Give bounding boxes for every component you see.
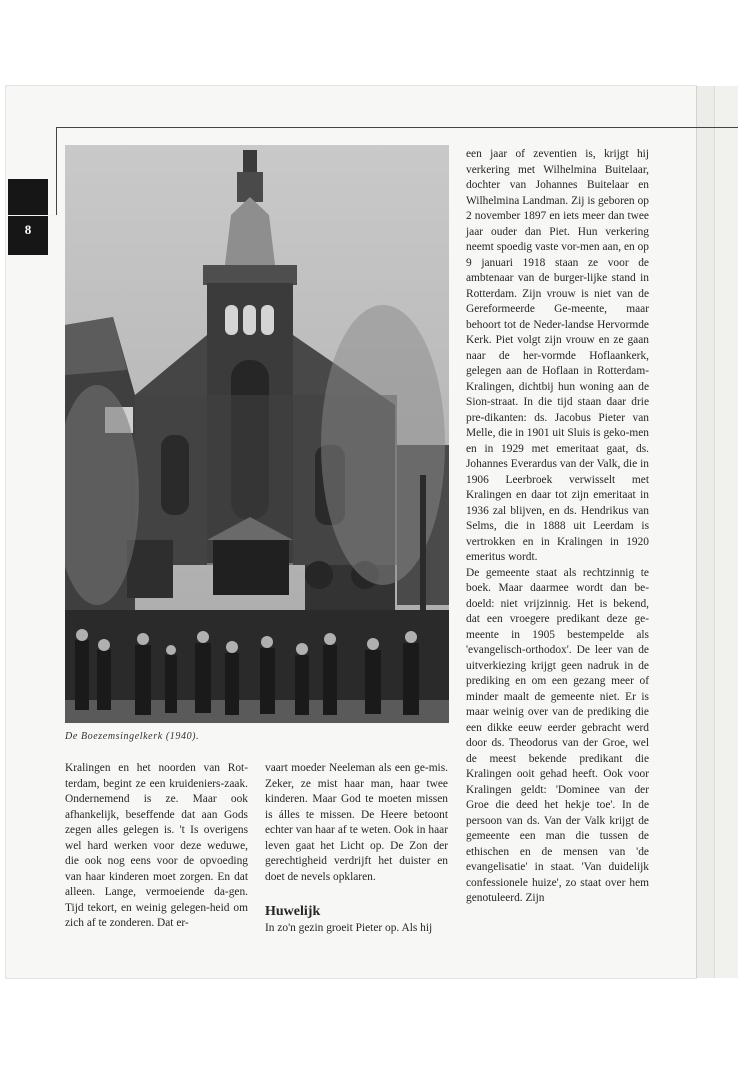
frame-line-horizontal [56, 127, 738, 128]
text-column-right [466, 147, 649, 907]
church-photo [65, 145, 449, 723]
frame-line-vertical [56, 127, 57, 215]
paragraph: Kralingen en het noorden van Rot-terdam, begint ze een kruideniers-zaak. Ondernemend is ze. Maar ook afhankelijk, beseffende dat aan Gods zegen alles gelegen is. 't Is overigens wel hard werken voor deze weduwe, die ook nog eens voor de opvoeding van haar kinderen moet zorgen. En dat alleen. Lange, vermoeiende da-gen. Tijd tekort, en weinig gelegen-heid om zich af te zonderen. Dat er- [65, 762, 248, 929]
text-column-left [65, 761, 248, 932]
section-heading: Huwelijk [265, 904, 321, 919]
photo-caption: De Boezemsingelkerk (1940). [65, 731, 200, 742]
paragraph: een jaar of zeventien is, krijgt hij verkering met Wilhelmina Buitelaar, dochter van Johannes Buitelaar en Wilhelmina Landman. Zij is geboren op 2 november 1897 en iets meer dan twee jaar ouder dan Piet. Hun verkering neemt spoedig vaste vor-men aan, en op 9 januari 1918 staan ze voor de ambtenaar van de burger-lijke stand in Rotterdam. Zijn vrouw is niet van de Gereformeerde Ge-meente, maar behoort tot de Neder-landse Hervormde Kerk. Piet volgt zijn vrouw en ze gaan naar de her-vormde Hoflaankerk, gelegen aan de Hoflaan in Rotterdam-Kralingen, dichtbij hun woning aan de Sion-straat. In die tijd staan daar drie pre-dikanten: ds. Jacobus Pieter van Melle, die in 1901 uit Sluis is geko-men en in 1929 met emeritaat gaat, ds. Johannes Everardus van der Valk, die in 1906 Leerbroek verwisselt met Kralingen en daar tot zijn emeritaat in 1936 zal blijven, en ds. Hendrikus van Selms, die in 1888 uit Leerdam is vertrokken en in Kralingen in 1920 emeritus wordt. [466, 148, 649, 563]
page-edge-inner [714, 86, 738, 978]
paragraph: De gemeente staat als rechtzinnig te boek. Maar daarmee wordt dan be-doeld: niet vrijzinnig. Het is bekend, dat een vroegere predikant deze ge-meente in 1905 bestempelde als 'evangelisch-orthodox'. De leer van de uitverkiezing krijgt geen nadruk in de prediking en om een gezang meer of minder maalt de gemeente niet. Er is maar weinig over van de prediking die een dikke eeuw eerder gebracht werd door ds. Theodorus van der Groe, wel de meest bekende predikant die Kralingen ooit gehad heeft. Ook voor Kralingen geldt: 'Dominee van der Groe die deed het hekje toe'. In de persoon van ds. Van der Valk krijgt de gemeente een man die tussen de ethischen en de mensen van 'de evangelisatie' in staat. 'Van duidelijk confessionele huize', zo staat over hem genotuleerd. Zijn [466, 566, 649, 904]
text-column-middle [265, 761, 448, 937]
page-number-tab-line [8, 215, 56, 216]
page-number: 8 [24, 222, 32, 237]
page-number-tab [8, 179, 48, 255]
paragraph: In zo'n gezin groeit Pieter op. Als hij [265, 922, 433, 934]
church-illustration [65, 145, 449, 723]
paragraph: vaart moeder Neeleman als een ge-mis. Zeker, ze mist haar man, haar twee kinderen. Maar God te moeten missen is álles te missen. De Heere betoont echter van haar af te weten. Ook in haar leven gaat het Licht op. De Zon der gerechtigheid verdrijft het duister en doet de nevels opklaren. [265, 762, 448, 883]
